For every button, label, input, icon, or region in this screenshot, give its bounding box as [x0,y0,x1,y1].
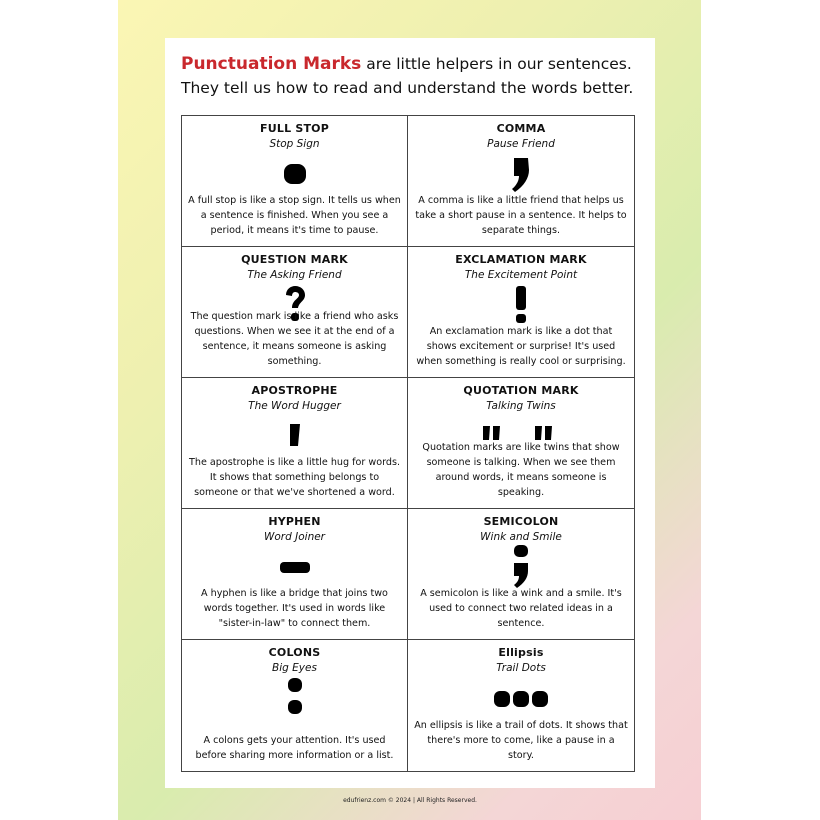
ellipsis-icon [408,678,634,718]
card-subtitle: The Word Hugger [248,400,341,412]
card-hyphen [182,509,408,640]
colon-icon [182,678,407,718]
card-title: HYPHEN [268,515,321,528]
card-subtitle: Talking Twins [486,400,556,412]
apostrophe-icon [182,416,407,456]
card-exclamation-mark [408,247,634,378]
card-subtitle: Wink and Smile [480,531,562,543]
card-title: Ellipsis [498,646,544,659]
card-description: A comma is like a little friend that helps us take a short pause in a sentence. It helps to separate things. [415,195,627,236]
card-ellipsis [408,640,634,771]
card-subtitle: The Asking Friend [247,269,342,281]
semicolon-icon [408,547,634,587]
hyphen-icon [182,547,407,587]
card-title: FULL STOP [260,122,329,135]
card-semicolon [408,509,634,640]
punctuation-grid [181,115,635,772]
comma-icon [408,154,634,194]
card-description: An ellipsis is like a trail of dots. It shows that there's more to come, like a pause in a story. [414,720,628,761]
card-title: QUOTATION MARK [463,384,579,397]
intro-line2: They tell us how to read and understand the words better. [181,79,634,97]
card-description: A semicolon is like a wink and a smile. It's used to connect two related ideas in a sentence. [420,588,622,629]
card-description: An exclamation mark is like a dot that shows excitement or surprise! It's used when something is really cool or surprising. [416,326,626,367]
card-description: A colons gets your attention. It's used before sharing more information or a list. [195,735,394,761]
intro-line1-rest: are little helpers in our sentences. [361,55,632,73]
card-title: EXCLAMATION MARK [455,253,587,266]
intro-text [181,52,651,100]
card-quotation-mark [408,378,634,509]
card-description: A full stop is like a stop sign. It tells us when a sentence is finished. When you see a period, it means it's time to pause. [188,195,401,236]
card-full-stop [182,116,408,247]
card-question-mark [182,247,408,378]
card-subtitle: Word Joiner [264,531,325,543]
card-description: The apostrophe is like a little hug for words. It shows that something belongs to someone or that we've shortened a word. [189,457,400,498]
card-subtitle: Stop Sign [269,138,320,150]
card-apostrophe [182,378,408,509]
card-title: QUESTION MARK [241,253,348,266]
card-description: The question mark is like a friend who asks questions. When we see it at the end of a sentence, it means someone is asking something. [190,311,399,367]
card-title: COMMA [496,122,546,135]
intro-highlight: Punctuation Marks [181,54,362,74]
card-subtitle: Pause Friend [487,138,555,150]
card-title: SEMICOLON [483,515,559,528]
full-stop-icon [182,154,407,194]
card-description: Quotation marks are like twins that show someone is talking. When we see them around words, it means someone is speaking. [422,442,620,498]
card-title: COLONS [268,646,321,659]
card-description: A hyphen is like a bridge that joins two words together. It's used in words like "sister-in-law" to connect them. [201,588,388,629]
footer-copyright: edufrienz.com © 2024 | All Rights Reserved. [343,797,477,804]
card-subtitle: Big Eyes [272,662,317,674]
card-comma [408,116,634,247]
exclamation-mark-icon [408,285,634,325]
card-colons [182,640,408,771]
card-subtitle: The Excitement Point [464,269,578,281]
card-title: APOSTROPHE [251,384,338,397]
card-subtitle: Trail Dots [496,662,546,674]
